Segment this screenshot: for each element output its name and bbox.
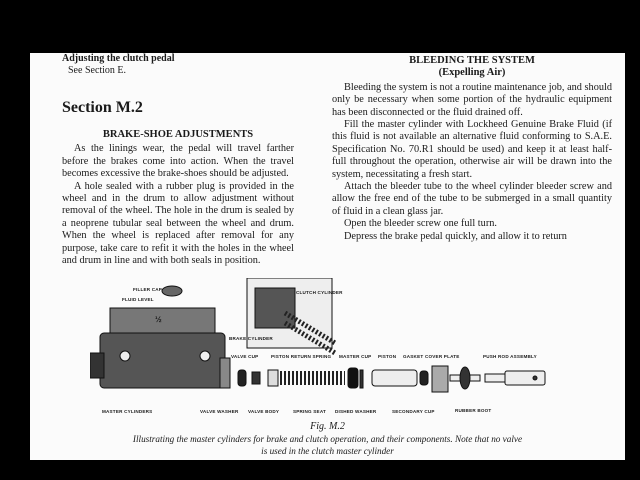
label-master-cup: MASTER CUP bbox=[339, 354, 372, 359]
label-secondary-cup: SECONDARY CUP bbox=[392, 409, 435, 414]
label-spring-seat: SPRING SEAT bbox=[293, 409, 326, 414]
paragraph: Depress the brake pedal quickly, and allow it to return bbox=[344, 230, 567, 242]
label-dished-washer: DISHED WASHER bbox=[335, 409, 377, 414]
paragraph: Bleeding the system is not a routine maintenance job, and should only be necessary when some portion of the hydraulic equipment has been disconnected or the fluid drained off. bbox=[332, 81, 612, 118]
clutch-pedal-note bbox=[62, 53, 175, 77]
label-valve-body: VALVE BODY bbox=[248, 409, 280, 414]
label-fluid-level: FLUID LEVEL bbox=[122, 297, 154, 302]
figure-number: Fig. M.2 bbox=[310, 421, 345, 432]
paragraph: As the linings wear, the pedal will travel farther before the brakes come into action. When the travel becomes excessive the brake-shoes should be adjusted. bbox=[62, 143, 294, 180]
label-cover-plate: COVER PLATE bbox=[425, 354, 460, 359]
label-push-rod-assembly: PUSH ROD ASSEMBLY bbox=[483, 354, 537, 359]
label-valve-washer: VALVE WASHER bbox=[200, 409, 239, 414]
label-gasket: GASKET bbox=[403, 354, 424, 359]
bleeding-section bbox=[332, 55, 612, 243]
label-clutch-cylinder: CLUTCH CYLINDER bbox=[296, 290, 343, 295]
label-piston: PISTON bbox=[378, 354, 397, 359]
label-brake-cylinder: BRAKE CYLINDER bbox=[229, 336, 273, 341]
section-title: Section M.2 bbox=[62, 99, 143, 116]
brake-shoe-heading: BRAKE-SHOE ADJUSTMENTS bbox=[102, 129, 254, 140]
label-piston-return-spring: PISTON RETURN SPRING bbox=[271, 354, 332, 359]
label-half: ½ bbox=[155, 315, 162, 324]
figure-caption-line1: Illustrating the master cylinders for brake and clutch operation, and their components. Note that no valve bbox=[132, 434, 523, 444]
see-section-ref: See Section E. bbox=[68, 65, 127, 76]
label-master-cylinders: MASTER CYLINDERS bbox=[102, 409, 153, 414]
master-cylinder-illustration bbox=[90, 278, 590, 428]
paragraph: Open the bleeder screw one full turn. bbox=[344, 218, 497, 230]
document-page bbox=[30, 53, 625, 460]
bleeding-heading: BLEEDING THE SYSTEM bbox=[409, 55, 535, 66]
paragraph: Attach the bleeder tube to the wheel cylinder bleeder screw and allow the free end of the tube to be submerged in a small quantity of fluid in a clean glass jar. bbox=[332, 181, 612, 217]
label-rubber-boot: RUBBER BOOT bbox=[455, 408, 492, 413]
brake-shoe-section bbox=[62, 129, 294, 267]
label-valve-cup: VALVE CUP bbox=[231, 354, 259, 359]
label-filler-cap: FILLER CAP bbox=[133, 287, 163, 292]
paragraph: A hole sealed with a rubber plug is provided in the wheel and in the drum to allow adjustment without removal of the wheel. The hole in the drum is sealed by a neoprene tubular seal between the wheel and drum. When the wheel is replaced after removal for any purpose, take care to refit it with the holes in the wheel and drum in line and with both seals in position. bbox=[62, 180, 294, 267]
paragraph: Fill the master cylinder with Lockheed Genuine Brake Fluid (if this fluid is not available an alternative fluid conforming to S.A.E. Specification No. 70.R1 should be used) and keep it at least half-full throughout the operation, otherwise air will be drawn into the system, necessitating a fresh start. bbox=[332, 119, 612, 180]
figure-caption-line2: is used in the clutch master cylinder bbox=[261, 446, 394, 456]
bleeding-subheading: (Expelling Air) bbox=[438, 67, 506, 79]
clutch-pedal-heading: Adjusting the clutch pedal bbox=[62, 53, 175, 64]
